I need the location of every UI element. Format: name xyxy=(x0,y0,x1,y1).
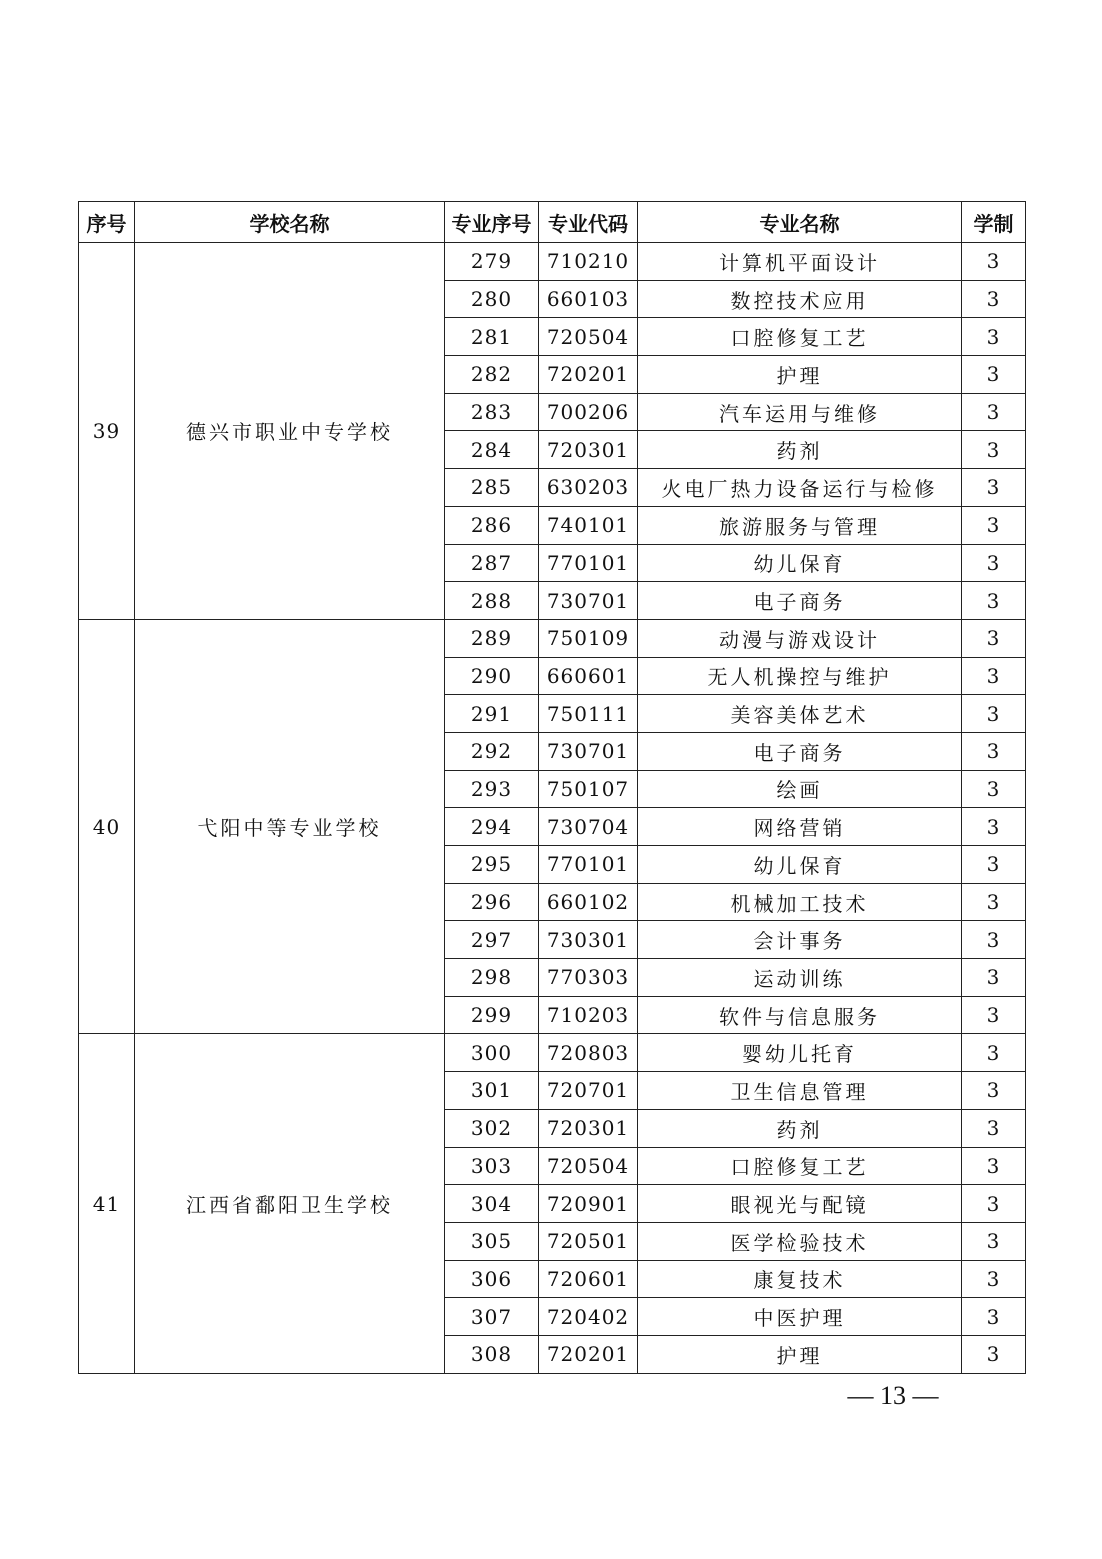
major-name-cell: 动漫与游戏设计 xyxy=(638,619,962,657)
duration-cell: 3 xyxy=(962,582,1026,620)
major-name-cell: 计算机平面设计 xyxy=(638,243,962,281)
school-index-cell: 39 xyxy=(79,243,135,620)
major-name-cell: 汽车运用与维修 xyxy=(638,393,962,431)
duration-cell: 3 xyxy=(962,243,1026,281)
major-index-cell: 295 xyxy=(445,846,539,884)
duration-cell: 3 xyxy=(962,469,1026,507)
major-name-cell: 口腔修复工艺 xyxy=(638,318,962,356)
major-index-cell: 305 xyxy=(445,1222,539,1260)
duration-cell: 3 xyxy=(962,959,1026,997)
duration-cell: 3 xyxy=(962,544,1026,582)
major-code-cell: 710203 xyxy=(539,996,638,1034)
duration-cell: 3 xyxy=(962,1298,1026,1336)
major-name-cell: 眼视光与配镜 xyxy=(638,1185,962,1223)
school-name-cell: 江西省鄱阳卫生学校 xyxy=(135,1034,445,1373)
major-code-cell: 720504 xyxy=(539,318,638,356)
major-code-cell: 730301 xyxy=(539,921,638,959)
duration-cell: 3 xyxy=(962,846,1026,884)
major-code-cell: 660102 xyxy=(539,883,638,921)
major-code-cell: 720501 xyxy=(539,1222,638,1260)
major-index-cell: 292 xyxy=(445,732,539,770)
school-index-cell: 40 xyxy=(79,619,135,1034)
major-name-cell: 美容美体艺术 xyxy=(638,695,962,733)
table-header-row xyxy=(79,202,1026,243)
major-code-cell: 770303 xyxy=(539,959,638,997)
duration-cell: 3 xyxy=(962,1222,1026,1260)
duration-cell: 3 xyxy=(962,1072,1026,1110)
duration-cell: 3 xyxy=(962,695,1026,733)
major-index-cell: 288 xyxy=(445,582,539,620)
major-index-cell: 285 xyxy=(445,469,539,507)
major-code-cell: 770101 xyxy=(539,544,638,582)
majors-table xyxy=(78,201,1026,1374)
major-name-cell: 幼儿保育 xyxy=(638,846,962,884)
major-name-cell: 护理 xyxy=(638,356,962,394)
duration-cell: 3 xyxy=(962,1335,1026,1373)
major-code-cell: 720402 xyxy=(539,1298,638,1336)
duration-cell: 3 xyxy=(962,1260,1026,1298)
major-name-cell: 机械加工技术 xyxy=(638,883,962,921)
major-index-cell: 289 xyxy=(445,619,539,657)
school-index-cell: 41 xyxy=(79,1034,135,1373)
major-name-cell: 医学检验技术 xyxy=(638,1222,962,1260)
major-code-cell: 720301 xyxy=(539,431,638,469)
duration-cell: 3 xyxy=(962,921,1026,959)
major-code-cell: 720301 xyxy=(539,1109,638,1147)
major-index-cell: 282 xyxy=(445,356,539,394)
major-name-cell: 中医护理 xyxy=(638,1298,962,1336)
major-code-cell: 630203 xyxy=(539,469,638,507)
major-name-cell: 康复技术 xyxy=(638,1260,962,1298)
duration-cell: 3 xyxy=(962,318,1026,356)
duration-cell: 3 xyxy=(962,506,1026,544)
major-code-cell: 720601 xyxy=(539,1260,638,1298)
duration-cell: 3 xyxy=(962,393,1026,431)
major-code-cell: 730704 xyxy=(539,808,638,846)
duration-cell: 3 xyxy=(962,1185,1026,1223)
major-name-cell: 电子商务 xyxy=(638,582,962,620)
header-index: 序号 xyxy=(79,202,135,243)
major-name-cell: 药剂 xyxy=(638,431,962,469)
major-index-cell: 280 xyxy=(445,280,539,318)
major-index-cell: 287 xyxy=(445,544,539,582)
major-name-cell: 卫生信息管理 xyxy=(638,1072,962,1110)
major-code-cell: 720201 xyxy=(539,1335,638,1373)
major-name-cell: 口腔修复工艺 xyxy=(638,1147,962,1185)
major-name-cell: 运动训练 xyxy=(638,959,962,997)
major-name-cell: 旅游服务与管理 xyxy=(638,506,962,544)
major-index-cell: 286 xyxy=(445,506,539,544)
major-code-cell: 750107 xyxy=(539,770,638,808)
major-name-cell: 婴幼儿托育 xyxy=(638,1034,962,1072)
school-name-cell: 弋阳中等专业学校 xyxy=(135,619,445,1034)
duration-cell: 3 xyxy=(962,280,1026,318)
major-code-cell: 730701 xyxy=(539,582,638,620)
major-name-cell: 火电厂热力设备运行与检修 xyxy=(638,469,962,507)
major-index-cell: 294 xyxy=(445,808,539,846)
major-code-cell: 720201 xyxy=(539,356,638,394)
major-index-cell: 283 xyxy=(445,393,539,431)
duration-cell: 3 xyxy=(962,996,1026,1034)
major-index-cell: 297 xyxy=(445,921,539,959)
school-name-cell: 德兴市职业中专学校 xyxy=(135,243,445,620)
major-index-cell: 290 xyxy=(445,657,539,695)
major-name-cell: 无人机操控与维护 xyxy=(638,657,962,695)
major-code-cell: 720504 xyxy=(539,1147,638,1185)
major-index-cell: 284 xyxy=(445,431,539,469)
major-code-cell: 710210 xyxy=(539,243,638,281)
major-index-cell: 306 xyxy=(445,1260,539,1298)
duration-cell: 3 xyxy=(962,1109,1026,1147)
major-index-cell: 296 xyxy=(445,883,539,921)
major-name-cell: 网络营销 xyxy=(638,808,962,846)
major-code-cell: 660103 xyxy=(539,280,638,318)
header-major-index: 专业序号 xyxy=(445,202,539,243)
duration-cell: 3 xyxy=(962,619,1026,657)
major-index-cell: 301 xyxy=(445,1072,539,1110)
duration-cell: 3 xyxy=(962,770,1026,808)
major-code-cell: 740101 xyxy=(539,506,638,544)
major-code-cell: 720901 xyxy=(539,1185,638,1223)
major-index-cell: 299 xyxy=(445,996,539,1034)
header-school: 学校名称 xyxy=(135,202,445,243)
major-code-cell: 750109 xyxy=(539,619,638,657)
major-name-cell: 绘画 xyxy=(638,770,962,808)
duration-cell: 3 xyxy=(962,431,1026,469)
duration-cell: 3 xyxy=(962,1034,1026,1072)
major-index-cell: 300 xyxy=(445,1034,539,1072)
major-name-cell: 幼儿保育 xyxy=(638,544,962,582)
duration-cell: 3 xyxy=(962,732,1026,770)
table-row xyxy=(79,243,1026,281)
page-number: — 13 — xyxy=(847,1381,939,1410)
table-body xyxy=(79,243,1026,1374)
major-index-cell: 279 xyxy=(445,243,539,281)
major-name-cell: 数控技术应用 xyxy=(638,280,962,318)
major-name-cell: 会计事务 xyxy=(638,921,962,959)
major-code-cell: 730701 xyxy=(539,732,638,770)
duration-cell: 3 xyxy=(962,657,1026,695)
header-major-name: 专业名称 xyxy=(638,202,962,243)
major-code-cell: 720803 xyxy=(539,1034,638,1072)
duration-cell: 3 xyxy=(962,883,1026,921)
major-index-cell: 307 xyxy=(445,1298,539,1336)
duration-cell: 3 xyxy=(962,808,1026,846)
table-row xyxy=(79,619,1026,657)
major-index-cell: 302 xyxy=(445,1109,539,1147)
major-index-cell: 308 xyxy=(445,1335,539,1373)
major-index-cell: 293 xyxy=(445,770,539,808)
major-code-cell: 750111 xyxy=(539,695,638,733)
major-index-cell: 304 xyxy=(445,1185,539,1223)
header-major-code: 专业代码 xyxy=(539,202,638,243)
major-code-cell: 700206 xyxy=(539,393,638,431)
table-row xyxy=(79,1034,1026,1072)
major-code-cell: 660601 xyxy=(539,657,638,695)
major-name-cell: 电子商务 xyxy=(638,732,962,770)
duration-cell: 3 xyxy=(962,1147,1026,1185)
major-index-cell: 281 xyxy=(445,318,539,356)
major-name-cell: 药剂 xyxy=(638,1109,962,1147)
header-duration: 学制 xyxy=(962,202,1026,243)
major-name-cell: 护理 xyxy=(638,1335,962,1373)
major-code-cell: 770101 xyxy=(539,846,638,884)
duration-cell: 3 xyxy=(962,356,1026,394)
major-index-cell: 291 xyxy=(445,695,539,733)
major-index-cell: 303 xyxy=(445,1147,539,1185)
major-index-cell: 298 xyxy=(445,959,539,997)
major-name-cell: 软件与信息服务 xyxy=(638,996,962,1034)
major-code-cell: 720701 xyxy=(539,1072,638,1110)
